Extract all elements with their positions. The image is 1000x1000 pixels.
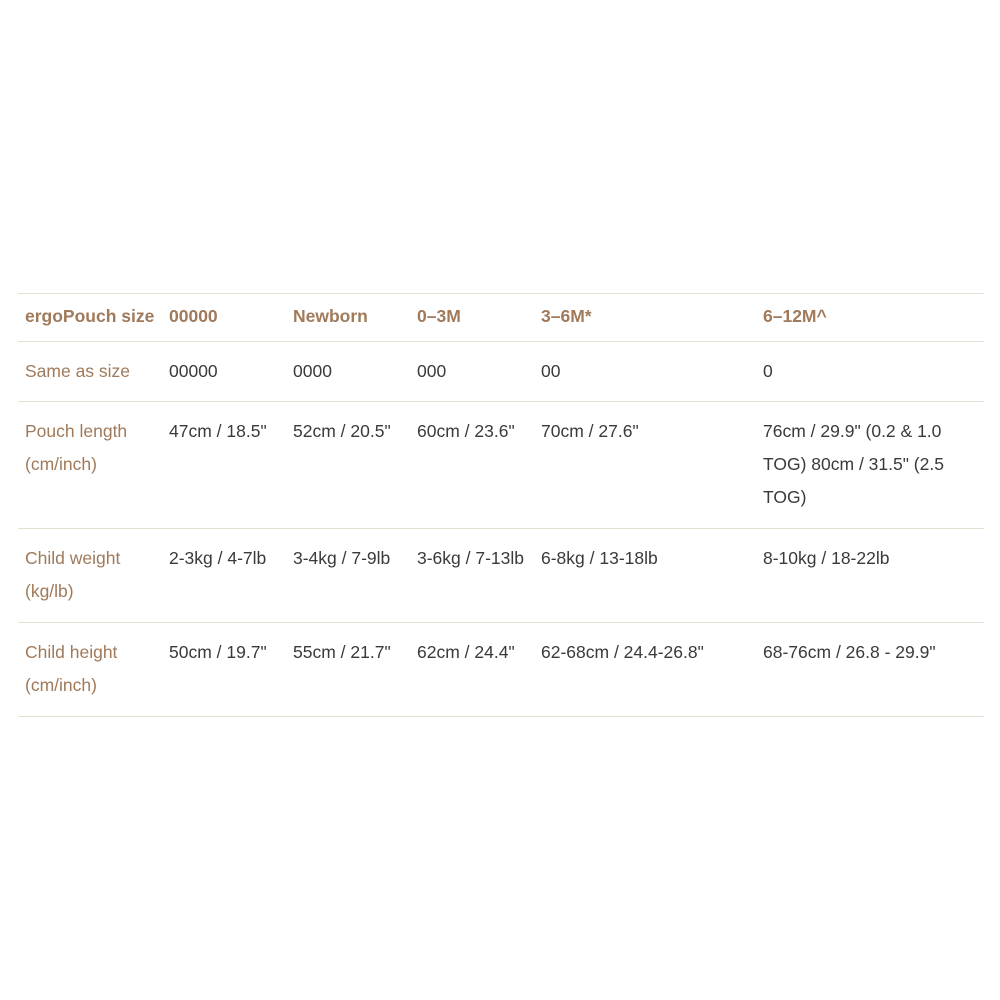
table-cell: 60cm / 23.6" bbox=[417, 421, 515, 441]
table-cell: 2-3kg / 4-7lb bbox=[169, 548, 267, 568]
header-cell-00000: 00000 bbox=[169, 306, 218, 326]
table-cell: 70cm / 27.6" bbox=[541, 421, 639, 441]
header-cell-6-12m: 6–12M^ bbox=[763, 306, 827, 326]
row-label: Child weight (kg/lb) bbox=[25, 548, 121, 601]
row-label: Pouch length (cm/inch) bbox=[25, 421, 128, 474]
table-cell: 00 bbox=[541, 361, 561, 381]
table-cell: 0000 bbox=[293, 361, 332, 381]
table-row-child-height bbox=[18, 623, 984, 717]
header-cell-0-3m: 0–3M bbox=[417, 306, 461, 326]
table-row-same-as-size bbox=[18, 342, 984, 402]
table-cell: 52cm / 20.5" bbox=[293, 421, 391, 441]
table-cell: 50cm / 19.7" bbox=[169, 642, 267, 662]
table-cell: 62cm / 24.4" bbox=[417, 642, 515, 662]
table-cell: 000 bbox=[417, 361, 447, 381]
table-cell: 76cm / 29.9" (0.2 & 1.0 TOG) 80cm / 31.5" (2.5 TOG) bbox=[763, 421, 944, 507]
table-cell: 00000 bbox=[169, 361, 218, 381]
table-cell: 3-4kg / 7-9lb bbox=[293, 548, 391, 568]
table-cell: 47cm / 18.5" bbox=[169, 421, 267, 441]
table-header-row bbox=[18, 294, 984, 342]
table-cell: 0 bbox=[763, 361, 773, 381]
header-cell-size-label: ergoPouch size bbox=[25, 306, 155, 326]
table-cell: 68-76cm / 26.8 - 29.9" bbox=[763, 642, 936, 662]
table-row-child-weight bbox=[18, 529, 984, 623]
table-cell: 62-68cm / 24.4-26.8" bbox=[541, 642, 704, 662]
header-cell-3-6m: 3–6M* bbox=[541, 306, 592, 326]
size-chart-table bbox=[18, 293, 984, 717]
table-cell: 6-8kg / 13-18lb bbox=[541, 548, 658, 568]
row-label: Child height (cm/inch) bbox=[25, 642, 118, 695]
table-row-pouch-length bbox=[18, 402, 984, 529]
table-cell: 55cm / 21.7" bbox=[293, 642, 391, 662]
table-cell: 3-6kg / 7-13lb bbox=[417, 548, 525, 568]
table-cell: 8-10kg / 18-22lb bbox=[763, 548, 890, 568]
row-label: Same as size bbox=[25, 361, 131, 381]
header-cell-newborn: Newborn bbox=[293, 306, 368, 326]
